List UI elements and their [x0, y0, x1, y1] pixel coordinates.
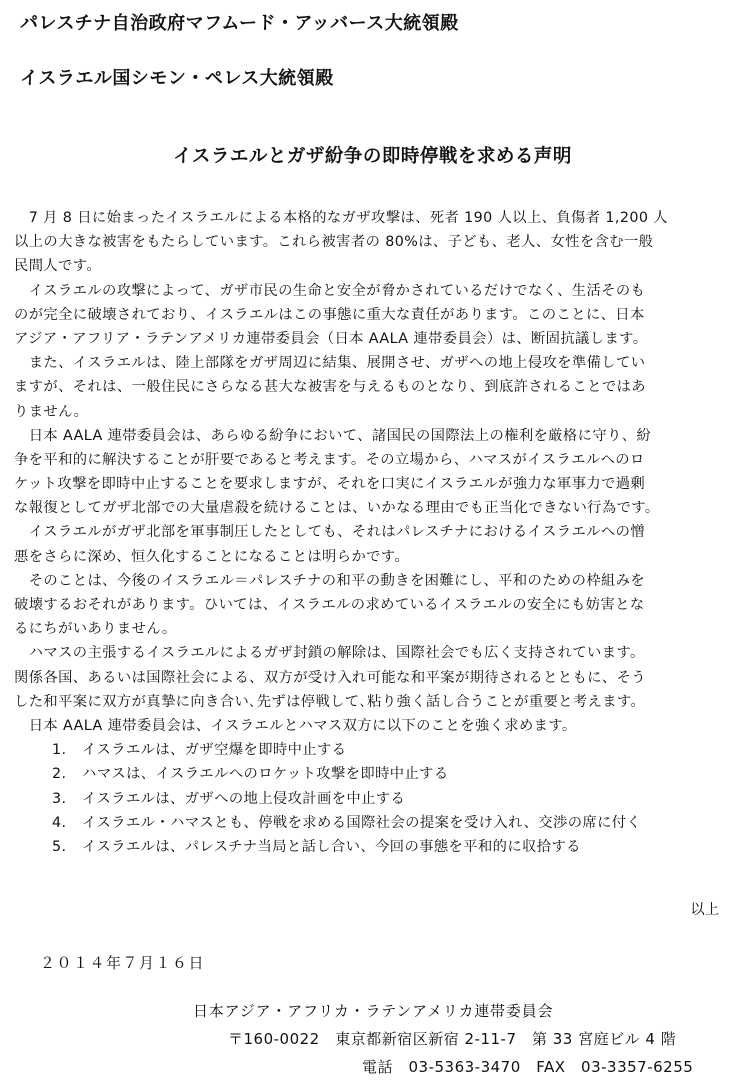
body-line: ますが、それは、一般住民にさらなる甚大な被害を与えるものとなり、到底許されることではあ	[14, 379, 646, 396]
body-line: ケット攻撃を即時中止することを要求しますが、それを口実にイスラエルが強力な軍事力で過剰	[14, 476, 646, 493]
demands-list	[14, 738, 740, 859]
body-line: 民間人です。	[14, 258, 102, 275]
body-line: そのことは、今後のイスラエル＝パレスチナの和平の動きを困難にし、平和のための枠組みを	[14, 572, 646, 589]
demand-text: イスラエルは、ガザへの地上侵攻計画を中止する	[82, 790, 406, 807]
body-line: るにちがいありません。	[14, 621, 177, 638]
demand-item	[14, 835, 740, 859]
organization-name: 日本アジア・アフリカ・ラテンアメリカ連帯委員会	[193, 1002, 554, 1020]
demand-text: ハマスは、イスラエルへのロケット攻撃を即時中止する	[82, 766, 449, 783]
demand-text: イスラエルは、ガザ空爆を即時中止する	[82, 742, 347, 759]
demand-item	[14, 787, 740, 811]
demand-text: イスラエルは、パレスチナ当局と話し合い、今回の事態を平和的に収拾する	[82, 838, 581, 855]
body-line: 日本 AALA 連帯委員会は、イスラエルとハマス双方に以下のことを強く求めます。	[14, 717, 577, 734]
body-line: 7 月 8 日に始まったイスラエルによる本格的なガザ攻撃は、死者 190 人以上、負傷者 1,200 人	[14, 210, 668, 226]
statement-title: イスラエルとガザ紛争の即時停戦を求める声明	[173, 146, 572, 167]
demand-item	[14, 738, 740, 762]
demand-text: イスラエル・ハマスとも、停戦を求める国際社会の提案を受け入れ、交渉の席に付く	[82, 814, 642, 831]
body-line: 悪をさらに深め、恒久化することになることは明らかです。	[14, 548, 410, 565]
body-line: アジア・アフリア・ラテンアメリカ連帯委員会（日本 AALA 連帯委員会）は、断固抗議します。	[14, 330, 648, 347]
body-line: 争を平和的に解決することが肝要であると考えます。その立場から、ハマスがイスラエルへのロ	[14, 451, 645, 468]
body-line: な報復としてガザ北部での大量虐殺を続けることは、いかなる理由でも正当化できない行為です。	[14, 500, 660, 517]
closing-mark: 以上	[690, 902, 719, 918]
demand-number: 1.	[52, 742, 67, 759]
addressee-palestine: パレスチナ自治政府マフムード・アッバース大統領殿	[20, 13, 459, 34]
body-line: 日本 AALA 連帯委員会は、あらゆる紛争において、諸国民の国際法上の権利を厳格に守り、紛	[14, 427, 652, 444]
organization-phone-fax: 電話 03‑5363‑3470 FAX 03‑3357‑6255	[362, 1058, 694, 1076]
body-line: イスラエルがガザ北部を軍事制圧したとしても、それはパレスチナにおけるイスラエルへの憎	[14, 524, 645, 541]
body-line: のが完全に破壊されており、イスラエルはこの事態に重大な責任があります。このことに、日本	[14, 306, 645, 323]
body-line: ハマスの主張するイスラエルによるガザ封鎖の解除は、国際社会でも広く支持されています。	[14, 645, 645, 662]
demand-item	[14, 762, 740, 786]
addressee-israel: イスラエル国シモン・ペレス大統領殿	[20, 68, 334, 89]
body-line: りません。	[14, 403, 89, 420]
organization-address: 〒160‑0022 東京都新宿区新宿 2‑11‑7 第 33 宮庭ビル 4 階	[228, 1030, 677, 1048]
body-line: 以上の大きな被害をもたらしています。これら被害者の 80%は、子ども、老人、女性を含む一般	[14, 234, 654, 251]
body-line: した和平案に双方が真摯に向き合い､先ずは停戦して､粘り強く話し合うことが重要と考えます。	[14, 693, 646, 710]
statement-date: ２０１４年７月１６日	[40, 954, 206, 972]
demand-number: 3.	[52, 790, 67, 807]
demand-number: 2.	[52, 766, 67, 783]
statement-body	[14, 206, 740, 859]
body-line: また、イスラエルは、陸上部隊をガザ周辺に結集、展開させ、ガザへの地上侵攻を準備してい	[14, 355, 646, 372]
demand-item	[14, 811, 740, 835]
body-line: 関係各国、あるいは国際社会による、双方が受け入れ可能な和平案が期待されるとともに、そう	[14, 669, 646, 686]
demand-number: 4.	[52, 814, 67, 831]
body-line: 破壊するおそれがあります。ひいては、イスラエルの求めているイスラエルの安全にも妨害とな	[14, 597, 645, 613]
body-line: イスラエルの攻撃によって、ガザ市民の生命と安全が脅かされているだけでなく、生活そのも	[14, 282, 646, 299]
demand-number: 5.	[52, 838, 67, 855]
